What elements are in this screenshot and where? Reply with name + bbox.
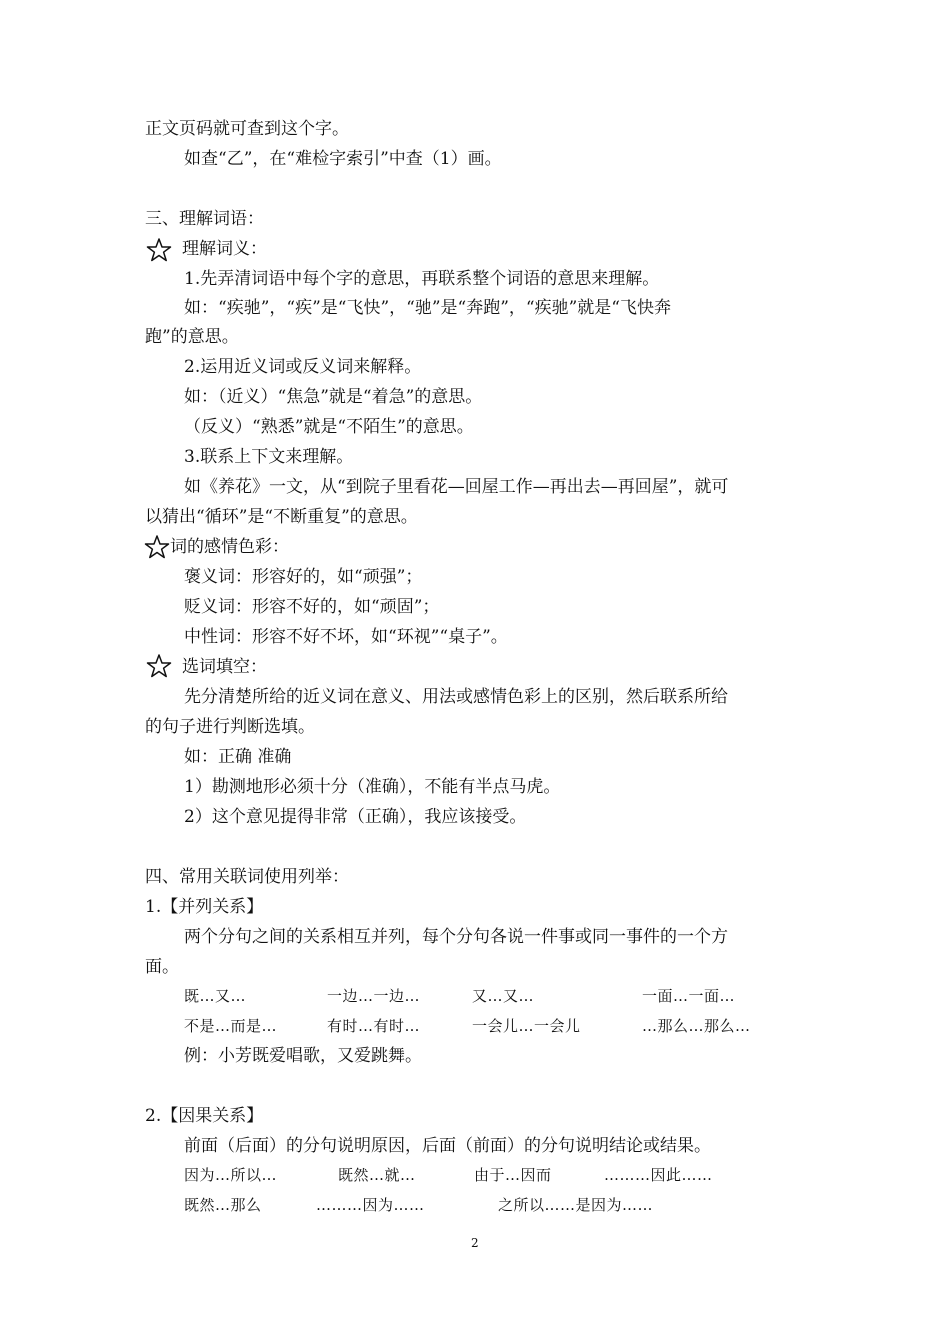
conjunction-pattern: 既…又… bbox=[184, 987, 247, 1005]
text-line: 3.联系上下文来理解。 bbox=[184, 447, 354, 467]
text-line: 以猜出“循环”是“不断重复”的意思。 bbox=[145, 507, 418, 527]
conjunction-pattern: 一面…一面… bbox=[642, 987, 736, 1005]
text-line: 前面（后面）的分句说明原因，后面（前面）的分句说明结论或结果。 bbox=[184, 1136, 711, 1156]
text-line: 如：“疾驰”，“疾”是“飞快”，“驰”是“奔跑”，“疾驰”就是“飞快奔 bbox=[184, 298, 671, 318]
text-line: 如查“乙”，在“难检字索引”中查（1）画。 bbox=[184, 149, 502, 169]
text-line: 2）这个意见提得非常（正确），我应该接受。 bbox=[184, 807, 527, 827]
conjunction-pattern: 由于…因而 bbox=[474, 1166, 552, 1184]
text-line: 如：正确 准确 bbox=[184, 747, 292, 767]
text-line: 跑”的意思。 bbox=[145, 327, 239, 347]
conjunction-pattern: 既然…那么 bbox=[184, 1196, 262, 1214]
text-line: （反义）“熟悉”就是“不陌生”的意思。 bbox=[184, 417, 474, 437]
conjunction-pattern: 之所以……是因为…… bbox=[498, 1196, 654, 1214]
text-line: 中性词：形容不好不坏，如“环视”“桌子”。 bbox=[184, 627, 508, 647]
conjunction-pattern: ………因为…… bbox=[316, 1196, 425, 1214]
star-icon bbox=[144, 534, 170, 560]
text-line: 2.运用近义词或反义词来解释。 bbox=[184, 357, 422, 377]
text-line: 如《养花》一文，从“到院子里看花—回屋工作—再出去—再回屋”，就可 bbox=[184, 477, 729, 497]
star-icon bbox=[146, 653, 172, 679]
text-line: 贬义词：形容不好的，如“顽固”； bbox=[184, 597, 440, 617]
conjunction-pattern: 一边…一边… bbox=[327, 987, 421, 1005]
conjunction-pattern: 不是…而是… bbox=[184, 1017, 278, 1035]
text-line: 如：（近义）“焦急”就是“着急”的意思。 bbox=[184, 387, 483, 407]
subsection-title: 理解词义： bbox=[182, 239, 267, 259]
conjunction-pattern: 因为…所以… bbox=[184, 1166, 278, 1184]
text-line: 例：小芳既爱唱歌，又爱跳舞。 bbox=[184, 1046, 422, 1066]
page-number: 2 bbox=[471, 1236, 479, 1250]
text-line: 先分清楚所给的近义词在意义、用法或感情色彩上的区别，然后联系所给 bbox=[184, 687, 728, 707]
text-line: 两个分句之间的关系相互并列，每个分句各说一件事或同一事件的一个方 bbox=[184, 927, 728, 947]
section-heading: 三、理解词语： bbox=[145, 209, 264, 229]
conjunction-pattern: ………因此…… bbox=[604, 1166, 713, 1184]
text-line: 正文页码就可查到这个字。 bbox=[145, 119, 349, 139]
subsection-title: 2.【因果关系】 bbox=[145, 1106, 264, 1126]
text-line: 面。 bbox=[145, 957, 179, 977]
subsection-title: 选词填空： bbox=[182, 657, 267, 677]
subsection-title: 词的感情色彩： bbox=[170, 537, 289, 557]
section-heading: 四、常用关联词使用列举： bbox=[145, 867, 349, 887]
text-line: 1）勘测地形必须十分（准确），不能有半点马虎。 bbox=[184, 777, 561, 797]
star-icon bbox=[146, 237, 172, 263]
conjunction-pattern: 有时…有时… bbox=[327, 1017, 421, 1035]
conjunction-pattern: 一会儿…一会儿 bbox=[472, 1017, 581, 1035]
conjunction-pattern: 又…又… bbox=[472, 987, 535, 1005]
text-line: 的句子进行判断选填。 bbox=[145, 717, 315, 737]
text-line: 褒义词：形容好的，如“顽强”； bbox=[184, 567, 423, 587]
conjunction-pattern: …那么…那么… bbox=[642, 1017, 751, 1035]
subsection-title: 1.【并列关系】 bbox=[145, 897, 264, 917]
text-line: 1.先弄清词语中每个字的意思，再联系整个词语的意思来理解。 bbox=[184, 269, 660, 289]
conjunction-pattern: 既然…就… bbox=[338, 1166, 416, 1184]
